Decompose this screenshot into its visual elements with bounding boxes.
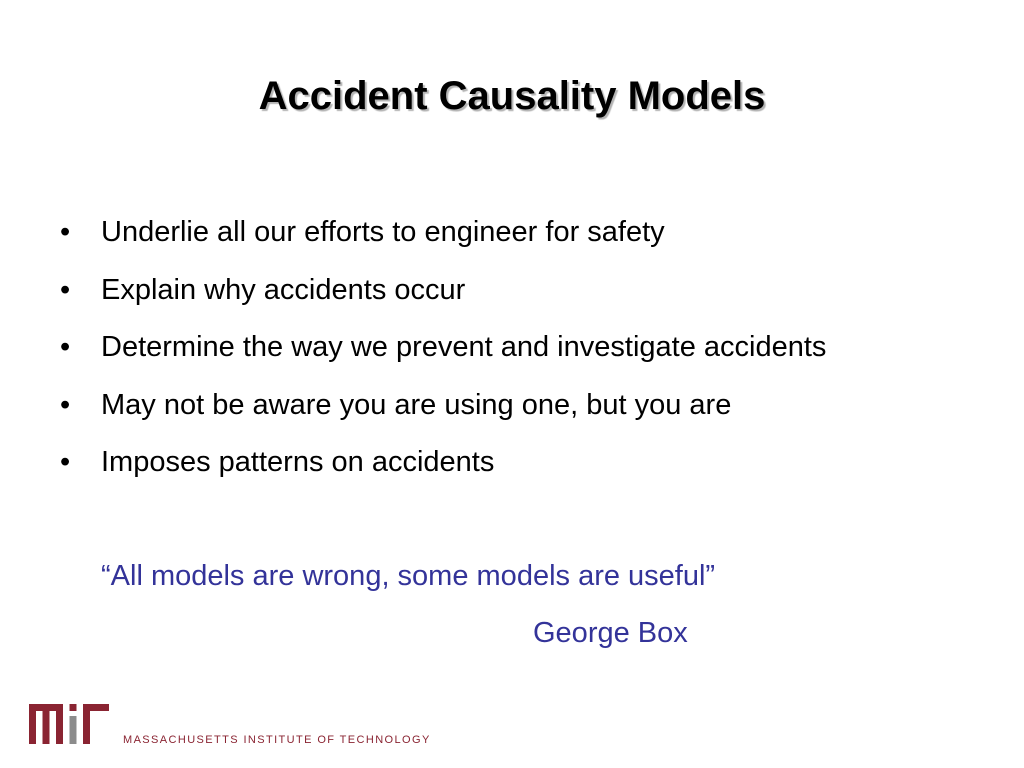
bullet-text: Determine the way we prevent and investigate accidents (101, 331, 827, 363)
quote-attribution: George Box (533, 617, 688, 649)
slide-title: Accident Causality Models (258, 74, 766, 118)
list-item (60, 327, 1000, 385)
footer-institution: MASSACHUSETTS INSTITUTE OF TECHNOLOGY (123, 734, 431, 746)
bullet-glyph: • (60, 446, 71, 478)
list-item (60, 270, 1000, 328)
bullet-glyph: • (60, 273, 71, 306)
bullet-glyph: • (60, 331, 71, 363)
list-item (60, 385, 1000, 443)
list-item (60, 212, 1000, 270)
bullet-list (60, 212, 1000, 500)
list-item (60, 442, 1000, 500)
bullet-text: Underlie all our efforts to engineer for safety (101, 216, 665, 248)
bullet-glyph: • (60, 388, 71, 421)
quote-text: “All models are wrong, some models are useful” (101, 560, 716, 592)
mit-logo-icon (29, 704, 109, 744)
bullet-text: May not be aware you are using one, but you are (101, 388, 732, 421)
bullet-glyph: • (60, 216, 71, 248)
bullet-text: Explain why accidents occur (101, 273, 466, 306)
bullet-text: Imposes patterns on accidents (101, 446, 495, 478)
